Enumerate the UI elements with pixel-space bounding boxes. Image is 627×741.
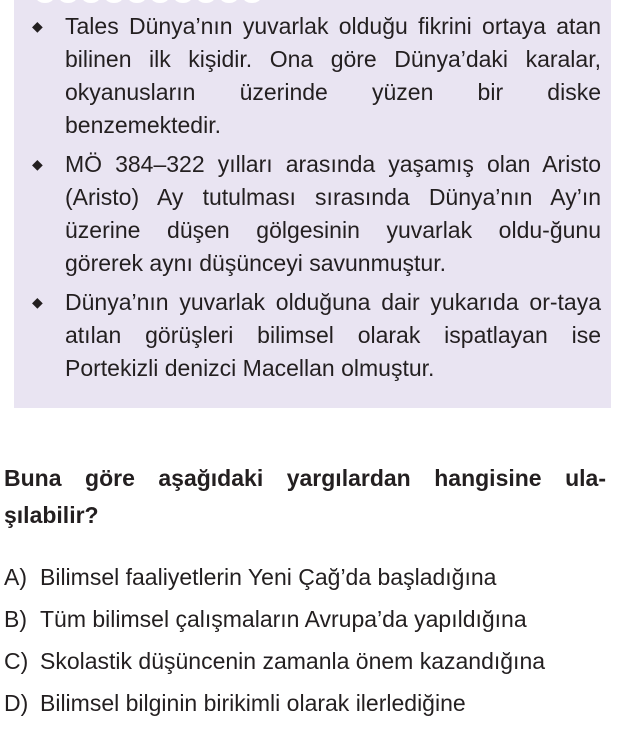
- info-bullet-text: Dünya’nın yuvarlak olduğuna dair yukarıda or-taya atılan görüşleri bilimsel olarak ispatlayan ise Portekizli denizci Macellan olmuştur.: [65, 289, 601, 381]
- option-b[interactable]: [4, 598, 614, 640]
- decorative-dots: [36, 0, 261, 3]
- info-bullet-1: [32, 10, 601, 142]
- option-d[interactable]: [4, 682, 614, 724]
- option-c[interactable]: [4, 640, 614, 682]
- info-bullet-text: MÖ 384–322 yılları arasında yaşamış olan Aristo (Aristo) Ay tutulması sırasında Dünya’nın Ay’ın üzerine düşen gölgesinin yuvarlak oldu-ğunu görerek aynı düşünceyi savunmuştur.: [65, 151, 601, 276]
- answer-options: [4, 556, 614, 724]
- option-text: Bilimsel faaliyetlerin Yeni Çağ’da başladığına: [40, 564, 497, 590]
- info-box: [14, 0, 611, 408]
- info-bullet-3: [32, 286, 601, 385]
- option-text: Tüm bilimsel çalışmaların Avrupa’da yapıldığına: [40, 606, 527, 632]
- option-letter: A): [4, 564, 27, 590]
- option-text: Bilimsel bilginin birikimli olarak ilerlediğine: [40, 690, 466, 716]
- question-text: Buna göre aşağıdaki yargılardan hangisine ula-şılabilir?: [4, 465, 606, 528]
- info-bullet-2: [32, 148, 601, 280]
- option-text: Skolastik düşüncenin zamanla önem kazandığına: [40, 648, 546, 674]
- info-bullet-text: Tales Dünya’nın yuvarlak olduğu fikrini ortaya atan bilinen ilk kişidir. Ona göre Dünya’daki karalar, okyanusların üzerinde yüzen bir diske benzemektedir.: [65, 13, 601, 138]
- diamond-bullet-icon: ◆: [32, 294, 43, 310]
- option-letter: C): [4, 648, 29, 674]
- option-letter: B): [4, 606, 27, 632]
- option-a[interactable]: [4, 556, 614, 598]
- diamond-bullet-icon: ◆: [32, 18, 43, 34]
- option-letter: D): [4, 690, 29, 716]
- diamond-bullet-icon: ◆: [32, 156, 43, 172]
